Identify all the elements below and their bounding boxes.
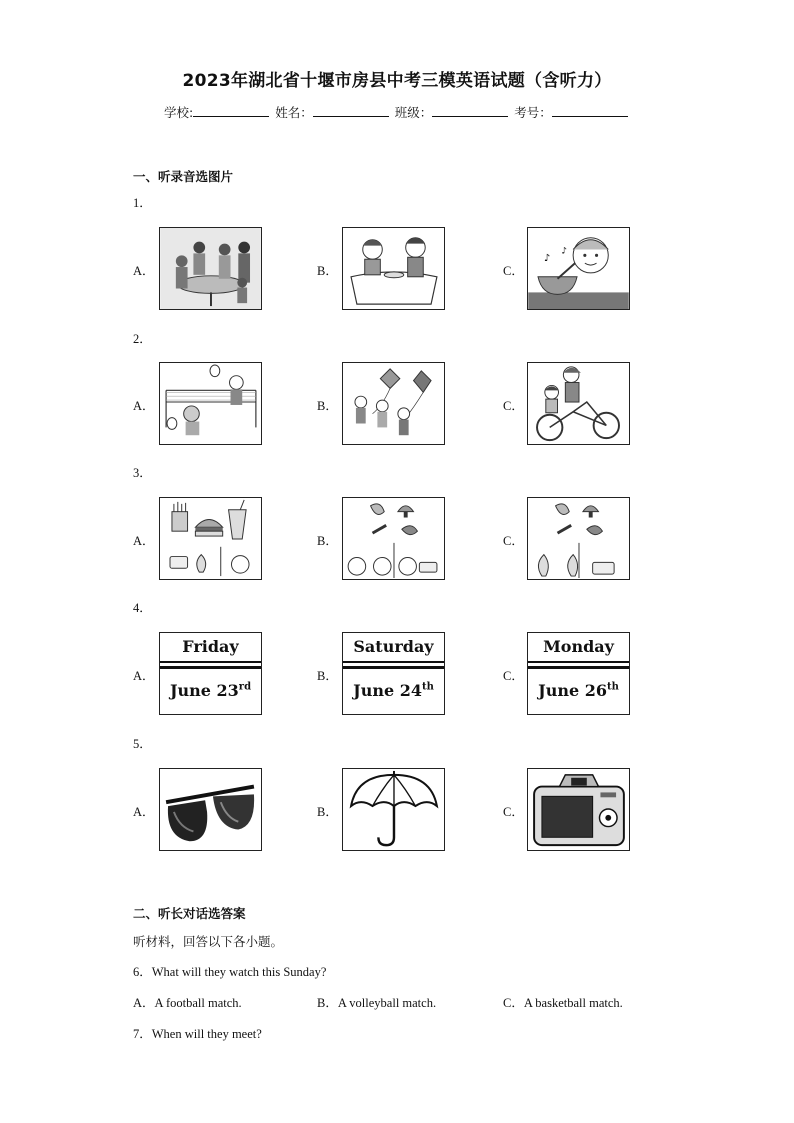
question-7-stem: 7．When will they meet? [133, 1027, 262, 1041]
divider [528, 661, 629, 663]
option-label: B． [317, 669, 338, 683]
option-label: B． [317, 399, 338, 413]
exam-number-blank[interactable] [552, 104, 628, 117]
vegetables-apples-picture[interactable] [342, 497, 445, 580]
option-label: A． [133, 264, 155, 278]
date-label: June 24th [353, 681, 434, 700]
question-6-option-b[interactable]: B．A volleyball match. [317, 996, 437, 1010]
section2-heading: 二、听长对话选答案 [133, 906, 246, 921]
question-6-stem: 6．What will they watch this Sunday? [133, 965, 327, 979]
umbrella-picture[interactable] [342, 768, 445, 851]
option-label: B． [317, 534, 338, 548]
student-info-fields [164, 103, 630, 121]
name-blank[interactable] [313, 104, 389, 117]
page-title: 2023年湖北省十堰市房县中考三模英语试题（含听力） [182, 71, 612, 91]
date-card-monday[interactable] [527, 632, 630, 715]
option-label: C． [503, 399, 524, 413]
date-label: June 23rd [169, 681, 252, 700]
svg-text:♪: ♪ [561, 246, 568, 257]
stirring-bowl-picture[interactable] [527, 227, 630, 310]
class-blank[interactable] [432, 104, 508, 117]
question-number: 1． [133, 196, 152, 210]
question-number: 3． [133, 466, 152, 480]
option-label: C． [503, 264, 524, 278]
bicycle-picture[interactable] [527, 362, 630, 445]
question-number: 4． [133, 601, 152, 615]
option-label: A． [133, 534, 155, 548]
option-label: B． [317, 264, 338, 278]
option-label: A． [133, 805, 155, 819]
option-label: C． [503, 534, 524, 548]
day-label: Saturday [353, 637, 434, 656]
question-number: 5． [133, 737, 152, 751]
option-label: B． [317, 805, 338, 819]
section2-instruction: 听材料，回答以下各小题。 [133, 934, 284, 949]
exam-number-label: 考号： [514, 105, 552, 120]
school-label: 学校: [164, 105, 194, 120]
option-label: C． [503, 669, 524, 683]
option-label: A． [133, 669, 155, 683]
divider [160, 666, 261, 669]
divider [528, 666, 629, 669]
divider [160, 661, 261, 663]
question-6-option-c[interactable]: C．A basketball match. [503, 996, 623, 1010]
camera-picture[interactable] [527, 768, 630, 851]
option-label: A． [133, 399, 155, 413]
name-label: 姓名： [275, 105, 313, 120]
date-label: June 26th [538, 681, 619, 700]
divider [343, 666, 444, 669]
date-card-saturday[interactable] [342, 632, 445, 715]
tennis-picture[interactable] [159, 362, 262, 445]
option-label: C． [503, 805, 524, 819]
vegetables-pears-picture[interactable] [527, 497, 630, 580]
section1-heading: 一、听录音选图片 [133, 169, 234, 184]
dinner-table-picture[interactable] [159, 227, 262, 310]
sunglasses-picture[interactable] [159, 768, 262, 851]
class-label: 班级： [394, 105, 433, 120]
cooking-kids-picture[interactable] [342, 227, 445, 310]
school-blank[interactable] [193, 104, 269, 117]
divider [343, 661, 444, 663]
date-card-friday[interactable] [159, 632, 262, 715]
fast-food-picture[interactable] [159, 497, 262, 580]
day-label: Monday [543, 637, 614, 656]
kites-picture[interactable] [342, 362, 445, 445]
question-6-option-a[interactable]: A．A football match. [133, 996, 242, 1010]
day-label: Friday [182, 637, 239, 656]
question-number: 2． [133, 332, 152, 346]
svg-text:♪: ♪ [543, 253, 551, 265]
